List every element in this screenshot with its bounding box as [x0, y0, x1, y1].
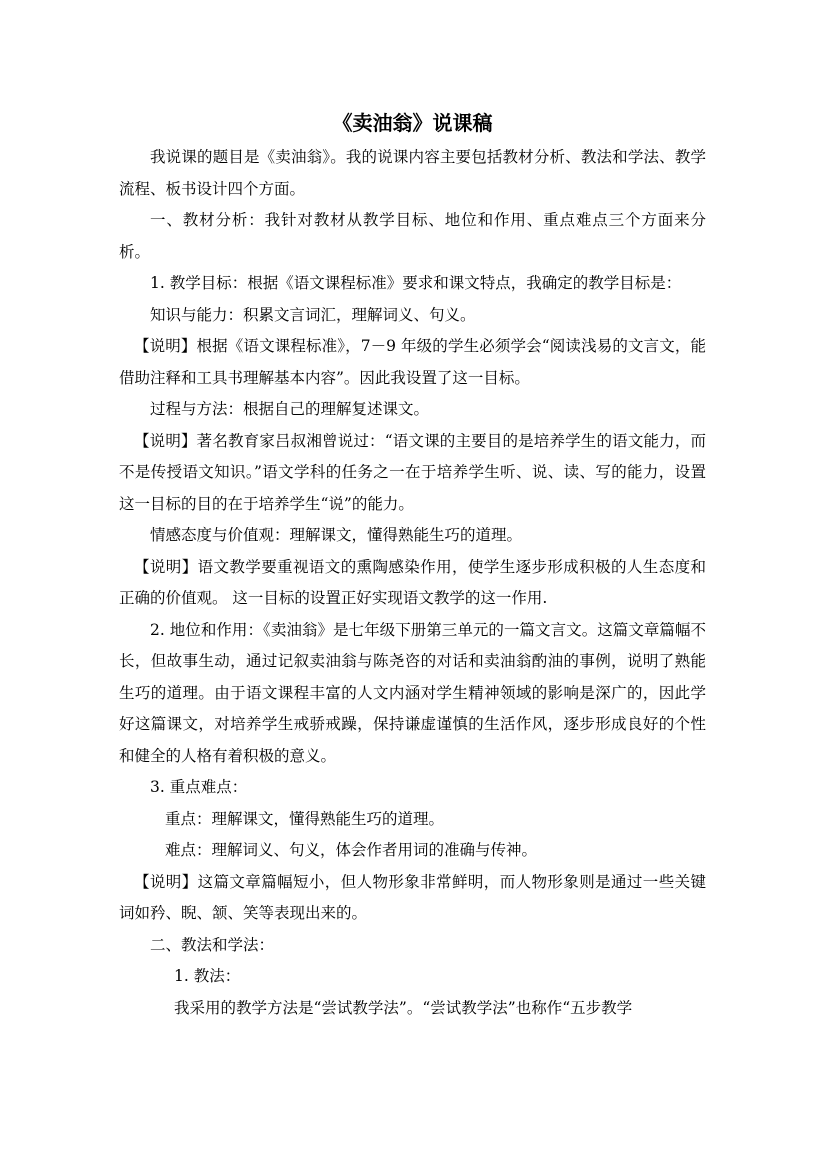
- paragraph-process-method: 过程与方法：根据自己的理解复述课文。: [150, 400, 430, 418]
- paragraph-key-points-heading: 3. 重点难点：: [150, 778, 248, 796]
- paragraph-note-3: 【说明】语文教学要重视语文的熏陶感染作用，使学生逐步形成积极的人生态度和正确的价值观。 这一目标的设置正好实现语文教学的这一作用.: [119, 557, 706, 607]
- paragraph-difficult-point: 难点：理解词义、句义，体会作者用词的准确与传神。: [165, 841, 538, 859]
- paragraph-key-point: 重点：理解课文，懂得熟能生巧的道理。: [165, 809, 445, 828]
- paragraph-teaching-goal: 1. 教学目标：根据《语文课程标准》要求和课文特点，我确定的教学目标是：: [150, 274, 682, 292]
- paragraph-position-role: 2. 地位和作用：《卖油翁》是七年级下册第三单元的一篇文言文。这篇文章篇幅不长，但故事生动，通过记叙卖油翁与陈尧咨的对话和卖油翁酌油的事例，说明了熟能生巧的道理。由于语文课程丰富的人文内涵对学生精神领域的影响是深广的，因此学好这篇课文，对培养学生戒骄戒躁，保持谦虚谨慎的生活作风，逐步形成良好的个性和健全的人格有着积极的意义。: [119, 620, 706, 765]
- paragraph-section-one: 一、教材分析：我针对教材从教学目标、地位和作用、重点难点三个方面来分析。: [119, 211, 706, 261]
- document-title: 《卖油翁》说课稿: [332, 111, 493, 135]
- paragraph-note-4: 【说明】这篇文章篇幅短小，但人物形象非常鲜明，而人物形象则是通过一些关键词如矜、睨、颔、笑等表现出来的。: [119, 872, 706, 922]
- paragraph-teaching-method-heading: 1. 教法：: [174, 967, 241, 985]
- paragraph-emotion-values: 情感态度与价值观：理解课文，懂得熟能生巧的道理。: [150, 526, 523, 544]
- paragraph-section-two: 二、教法和学法：: [150, 935, 275, 954]
- paragraph-note-2: 【说明】著名教育家吕叔湘曾说过：“语文课的主要目的是培养学生的语文能力，而不是传授语文知识。”语文学科的任务之一在于培养学生听、说、读、写的能力，设置这一目标的目的在于培养学生“说”的能力。: [119, 431, 706, 513]
- paragraph-note-1: 【说明】根据《语文课程标准》，7－9 年级的学生必须学会“阅读浅易的文言文，能借助注释和工具书理解基本内容”。因此我设置了这一目标。: [119, 337, 706, 387]
- paragraph-teaching-method: 我采用的教学方法是“尝试教学法”。“尝试教学法”也称作“五步教学: [174, 998, 633, 1017]
- paragraph-knowledge-ability: 知识与能力：积累文言词汇，理解词义、句义。: [150, 305, 476, 324]
- paragraph-intro: 我说课的题目是《卖油翁》。我的说课内容主要包括教材分析、教法和学法、教学流程、板书设计四个方面。: [119, 148, 706, 198]
